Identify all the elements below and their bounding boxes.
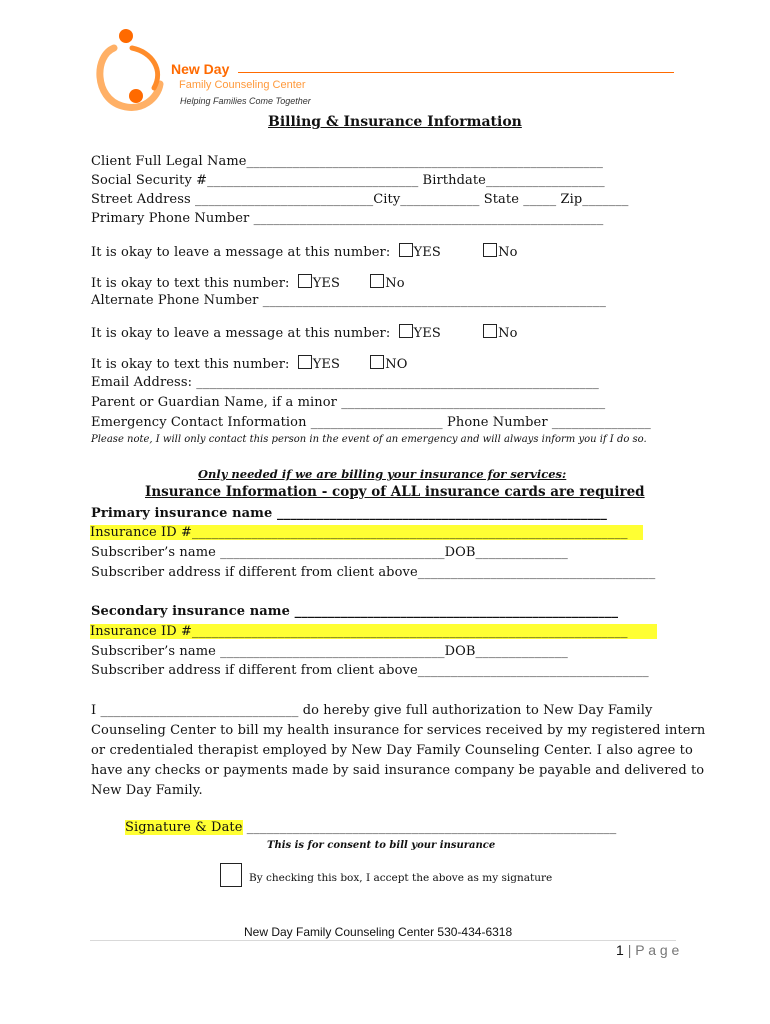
text-no-label: No (385, 276, 405, 291)
footer-center-text: New Day Family Counseling Center 530-434-6318 (244, 925, 513, 939)
text-consent-label: It is okay to text this number: (91, 276, 290, 291)
page-word: | P a g e (627, 942, 680, 958)
authorization-line-3: or credentialed therapist employed by New Day Family Counseling Center. I also agree to (91, 743, 693, 758)
insurance-section-header: Insurance Information - copy of ALL insurance cards are required (145, 484, 645, 500)
secondary-subscriber-field[interactable]: Subscriber’s name __________________________________DOB______________ (91, 644, 568, 659)
signature-line[interactable]: ________________________________________________________ (242, 820, 617, 835)
text-yes-checkbox[interactable] (298, 355, 312, 369)
logo-tagline: Helping Families Come Together (180, 96, 311, 106)
text-yes-label: YES (312, 276, 341, 291)
primary-subscriber-field[interactable]: Subscriber’s name __________________________________DOB______________ (91, 545, 568, 560)
logo-subtitle: Family Counseling Center (179, 79, 306, 91)
text-no-checkbox[interactable] (370, 274, 384, 288)
authorization-line-1: I ______________________________ do hereby give full authorization to New Day Family (91, 703, 653, 718)
message-consent-label: It is okay to leave a message at this number: (91, 326, 391, 341)
primary-insurance-field[interactable]: Primary insurance name __________________________________________________ (91, 506, 607, 521)
message-no-checkbox[interactable] (483, 243, 497, 257)
consent-note: This is for consent to bill your insurance (267, 840, 496, 851)
page-number (616, 942, 679, 958)
text-yes-label: YES (312, 357, 341, 372)
text-consent-row-2 (91, 355, 408, 372)
text-no-checkbox[interactable] (370, 355, 384, 369)
secondary-subscriber-address-field[interactable]: Subscriber address if different from client above___________________________________ (91, 663, 649, 678)
alternate-phone-field[interactable]: Alternate Phone Number ____________________________________________________ (91, 293, 606, 308)
logo-rule (238, 72, 674, 73)
primary-phone-field[interactable]: Primary Phone Number _____________________________________________________ (91, 211, 604, 226)
authorization-line-4: have any checks or payments made by said insurance company be payable and delivered to (91, 763, 705, 778)
guardian-field[interactable]: Parent or Guardian Name, if a minor ________________________________________ (91, 395, 606, 410)
message-consent-label: It is okay to leave a message at this number: (91, 245, 391, 260)
message-yes-checkbox[interactable] (399, 324, 413, 338)
message-no-checkbox[interactable] (483, 324, 497, 338)
text-no-label: NO (385, 357, 408, 372)
signature-label: Signature & Date (125, 820, 243, 835)
text-yes-checkbox[interactable] (298, 274, 312, 288)
message-no-label: No (498, 245, 518, 260)
message-consent-row-2 (91, 324, 518, 341)
message-yes-checkbox[interactable] (399, 243, 413, 257)
text-consent-label: It is okay to text this number: (91, 357, 290, 372)
message-consent-row-1 (91, 243, 518, 260)
authorization-line-2: Counseling Center to bill my health insurance for services received by my registered intern (91, 723, 706, 738)
primary-insurance-id-field[interactable]: Insurance ID #__________________________________________________________________ (90, 525, 643, 540)
primary-subscriber-address-field[interactable]: Subscriber address if different from client above____________________________________ (91, 565, 656, 580)
message-yes-label: YES (413, 245, 441, 260)
email-field[interactable]: Email Address: _____________________________________________________________ (91, 375, 599, 390)
signature-checkbox[interactable] (220, 863, 242, 887)
text-consent-row-1 (91, 274, 405, 291)
logo-name: New Day (171, 61, 230, 77)
message-no-label: No (498, 326, 518, 341)
signature-row (125, 820, 616, 835)
insurance-only-needed-note: Only needed if we are billing your insurance for services: (198, 467, 567, 481)
page-title: Billing & Insurance Information (268, 114, 522, 130)
client-name-field[interactable]: Client Full Legal Name______________________________________________________ (91, 154, 603, 169)
logo-icon (92, 26, 172, 112)
emergency-contact-field[interactable]: Emergency Contact Information ____________________ Phone Number _______________ (91, 415, 651, 430)
signature-checkbox-label: By checking this box, I accept the above as my signature (249, 872, 553, 884)
authorization-line-5: New Day Family. (91, 783, 203, 798)
secondary-insurance-id-field[interactable]: Insurance ID #__________________________________________________________________ (90, 624, 657, 639)
footer-divider (90, 940, 676, 941)
secondary-insurance-field[interactable]: Secondary insurance name _________________________________________________ (91, 604, 619, 619)
page-number-value: 1 (616, 942, 624, 958)
message-yes-label: YES (413, 326, 441, 341)
emergency-note: Please note, I will only contact this person in the event of an emergency and will always inform you if I do so. (91, 434, 647, 445)
ssn-birthdate-field[interactable]: Social Security #________________________________ Birthdate__________________ (91, 173, 605, 188)
street-address-field[interactable]: Street Address ___________________________City____________ State _____ Zip_______ (91, 192, 629, 207)
